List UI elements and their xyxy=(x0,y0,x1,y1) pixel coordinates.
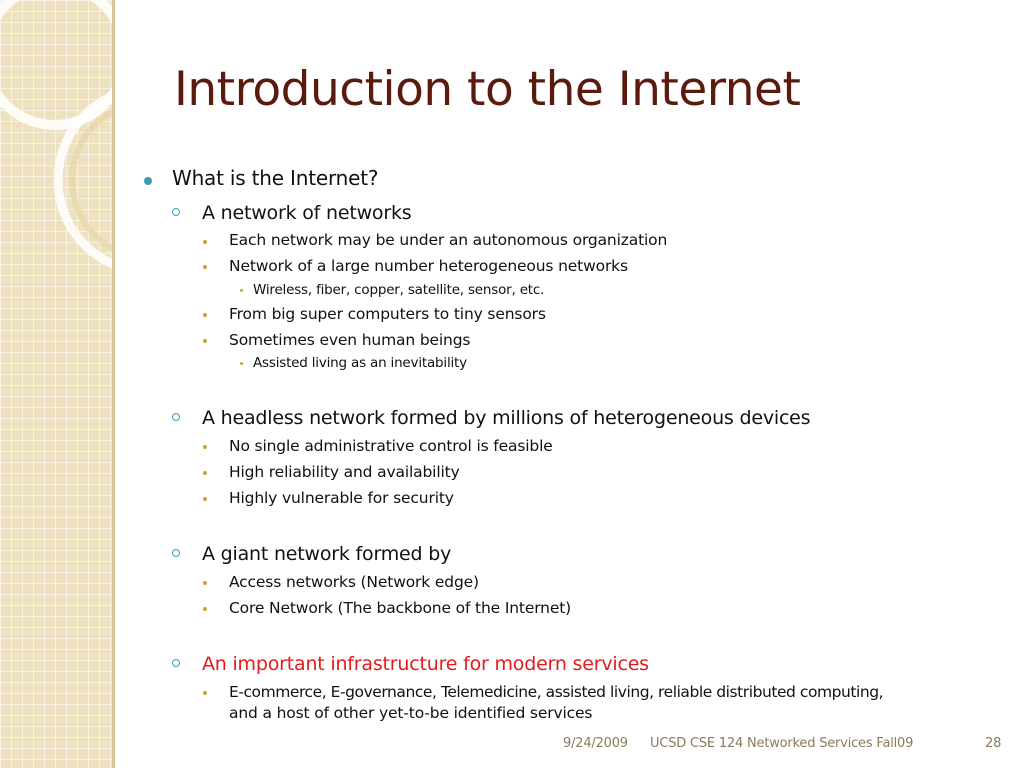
dot-bullet-icon xyxy=(203,265,207,269)
sidebar-divider xyxy=(112,0,115,768)
ring-bullet-icon xyxy=(172,549,180,557)
dot-bullet-icon xyxy=(203,339,207,343)
bullet-icon xyxy=(144,177,152,185)
list-item: No single administrative control is feasible xyxy=(229,437,553,455)
footer-course: UCSD CSE 124 Networked Services Fall09 xyxy=(650,736,914,751)
list-item: Core Network (The backbone of the Internet) xyxy=(229,599,572,617)
list-item: Wireless, fiber, copper, satellite, sensor, etc. xyxy=(253,282,545,298)
dot-bullet-icon xyxy=(203,471,207,475)
dot-bullet-icon xyxy=(203,313,207,317)
footer-date: 9/24/2009 xyxy=(563,736,628,751)
ring-bullet-icon xyxy=(172,413,180,421)
section-heading-4: An important infrastructure for modern services xyxy=(202,653,649,675)
dot-bullet-icon xyxy=(203,691,207,695)
list-item: Network of a large number heterogeneous networks xyxy=(229,257,628,275)
slide-title: Introduction to the Internet xyxy=(174,62,801,117)
ring-bullet-icon xyxy=(172,659,180,667)
ring-bullet-icon xyxy=(172,208,180,216)
list-item: High reliability and availability xyxy=(229,463,460,481)
decorative-circles xyxy=(0,0,112,768)
section-heading-1: A network of networks xyxy=(202,202,412,224)
dot-bullet-icon xyxy=(203,581,207,585)
decorative-sidebar xyxy=(0,0,112,768)
list-item: Highly vulnerable for security xyxy=(229,489,454,507)
small-dot-bullet-icon xyxy=(240,289,243,292)
dot-bullet-icon xyxy=(203,497,207,501)
list-item: Access networks (Network edge) xyxy=(229,573,479,591)
footer-page-number: 28 xyxy=(985,736,1002,751)
dot-bullet-icon xyxy=(203,445,207,449)
list-item: Each network may be under an autonomous organization xyxy=(229,231,668,249)
dot-bullet-icon xyxy=(203,607,207,611)
section-heading-2: A headless network formed by millions of heterogeneous devices xyxy=(202,407,811,429)
list-item-continuation: and a host of other yet-to-be identified services xyxy=(229,704,593,722)
list-item: Assisted living as an inevitability xyxy=(253,355,467,371)
list-item: From big super computers to tiny sensors xyxy=(229,305,546,323)
small-dot-bullet-icon xyxy=(240,362,243,365)
list-item: Sometimes even human beings xyxy=(229,331,471,349)
dot-bullet-icon xyxy=(203,240,207,244)
question-text: What is the Internet? xyxy=(172,166,379,190)
list-item: E-commerce, E-governance, Telemedicine, assisted living, reliable distributed computing, xyxy=(229,683,884,701)
section-heading-3: A giant network formed by xyxy=(202,543,452,565)
